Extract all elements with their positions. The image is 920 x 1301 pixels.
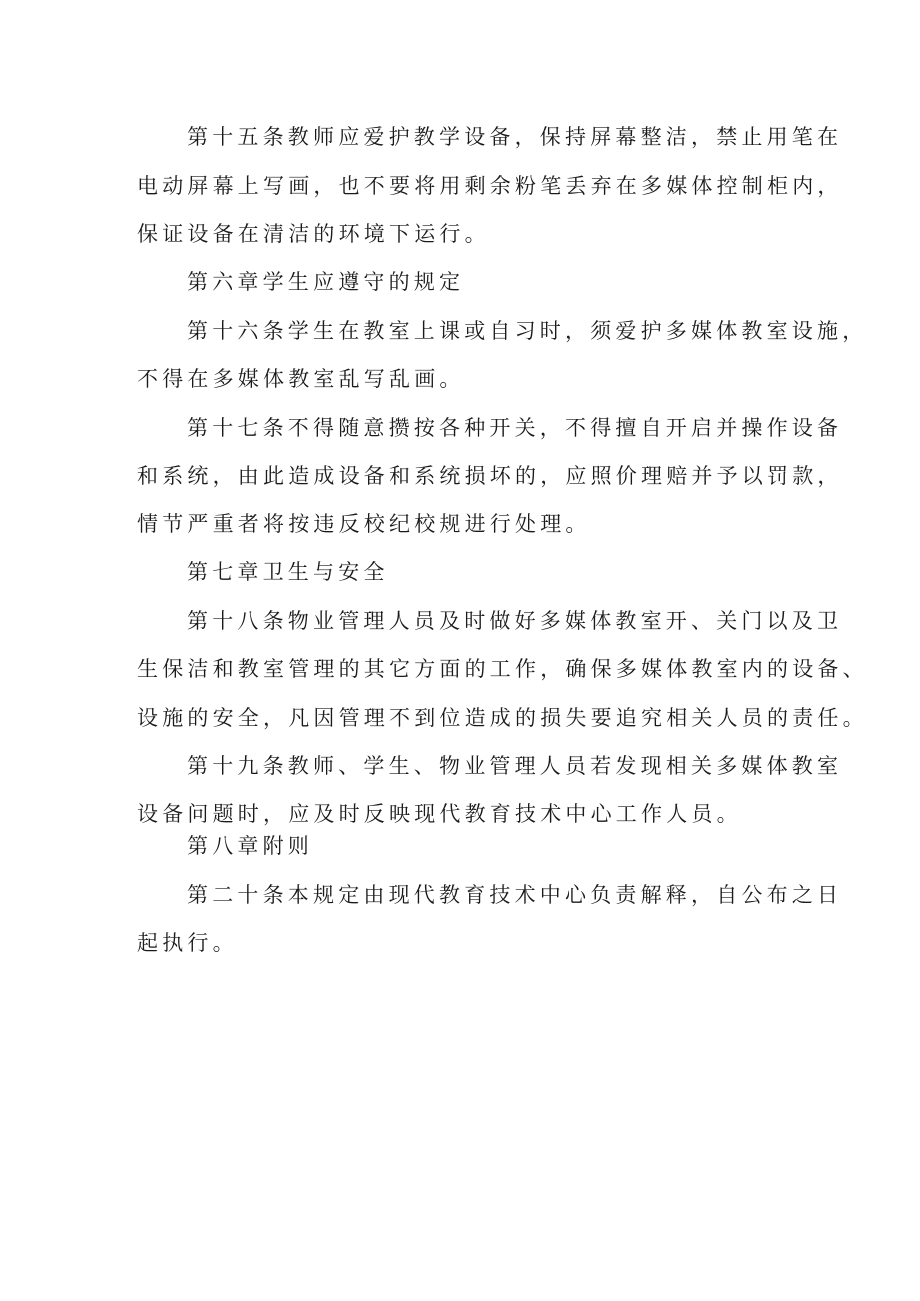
article-17-line-3: 情节严重者将按违反校纪校规进行处理。 xyxy=(137,512,591,536)
article-15-line-1: 第十五条教师应爱护教学设备，保持屏幕整洁，禁止用笔在 xyxy=(187,125,843,149)
article-19-line-2: 设备问题时，应及时反映现代教育技术中心工作人员。 xyxy=(137,802,742,826)
article-15-line-2: 电动屏幕上写画，也不要将用剩余粉笔丢弃在多媒体控制柜内， xyxy=(137,174,843,198)
article-18-line-2: 生保洁和教室管理的其它方面的工作，确保多媒体教室内的设备、 xyxy=(137,657,868,681)
article-20-line-2: 起执行。 xyxy=(137,931,238,955)
article-16-line-2: 不得在多媒体教室乱写乱画。 xyxy=(137,367,465,391)
article-18-line-1: 第十八条物业管理人员及时做好多媒体教室开、关门以及卫 xyxy=(187,609,843,633)
article-17-line-2: 和系统，由此造成设备和系统损坏的，应照价理赔并予以罚款， xyxy=(137,464,843,488)
article-16-line-1: 第十六条学生在教室上课或自习时，须爱护多媒体教室设施， xyxy=(187,319,868,343)
chapter-8-heading: 第八章附则 xyxy=(187,834,313,858)
article-15-line-3: 保证设备在清洁的环境下运行。 xyxy=(137,222,490,246)
article-18-line-3: 设施的安全，凡因管理不到位造成的损失要追究相关人员的责任。 xyxy=(137,706,868,730)
article-17-line-1: 第十七条不得随意攒按各种开关，不得擅自开启并操作设备 xyxy=(187,416,843,440)
article-20-line-1: 第二十条本规定由现代教育技术中心负责解释，自公布之日 xyxy=(187,883,843,907)
chapter-7-heading: 第七章卫生与安全 xyxy=(187,560,389,584)
article-19-line-1: 第十九条教师、学生、物业管理人员若发现相关多媒体教室 xyxy=(187,754,843,778)
chapter-6-heading: 第六章学生应遵守的规定 xyxy=(187,270,465,294)
